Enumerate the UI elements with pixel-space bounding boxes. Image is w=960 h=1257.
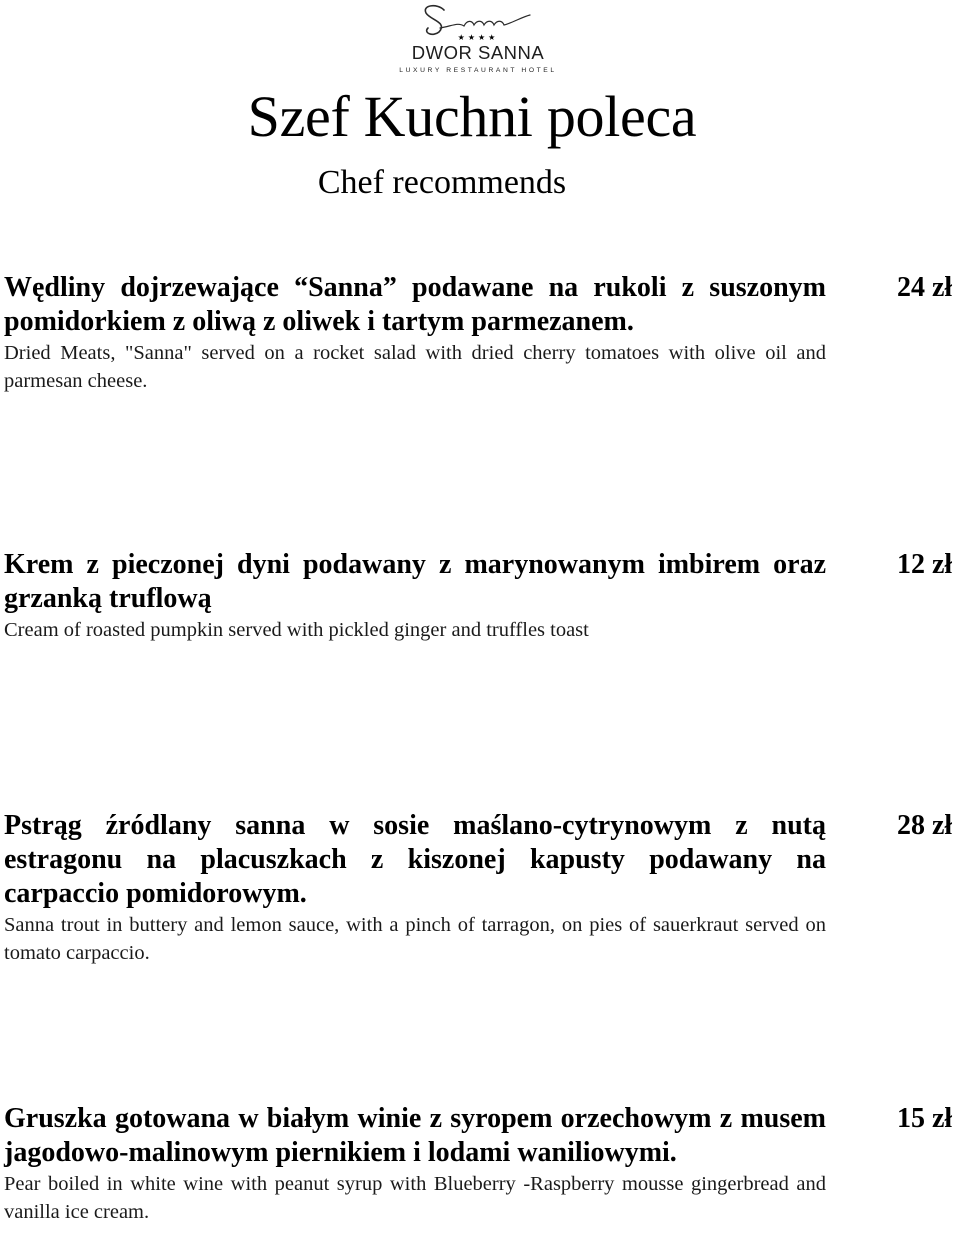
restaurant-logo: [392, 2, 564, 78]
brand-name: DWOR SANNA: [411, 42, 545, 63]
menu-item-trout: [4, 809, 826, 967]
page-subtitle: Chef recommends: [317, 164, 567, 201]
dish-name-english: Dried Meats, "Sanna" served on a rocket salad with dried cherry tomatoes with olive oil and parmesan cheese.: [4, 342, 826, 392]
dish-name-polish: Wędliny dojrzewające “Sanna” podawane na rukoli z suszonym pomidorkiem z oliwą z oliwek i tartym parmezanem.: [4, 272, 826, 337]
dish-price: 24 zł: [897, 272, 953, 303]
dish-name-polish: Krem z pieczonej dyni podawany z marynowanym imbirem oraz grzanką truflową: [4, 549, 826, 614]
page-title: Szef Kuchni poleca: [247, 84, 697, 149]
menu-item-cured-meats: [4, 271, 826, 395]
dish-price: 12 zł: [897, 549, 953, 580]
menu-item-poached-pear: [4, 1102, 826, 1226]
dish-name-english: Pear boiled in white wine with peanut syrup with Blueberry -Raspberry mousse gingerbread and vanilla ice cream.: [4, 1173, 826, 1223]
dish-name-polish: Pstrąg źródlany sanna w sosie maślano-cytrynowym z nutą estragonu na placuszkach z kiszonej kapusty podawany na carpaccio pomidorowym.: [4, 810, 826, 909]
dish-name-english: Sanna trout in buttery and lemon sauce, with a pinch of tarragon, on pies of sauerkraut served on tomato carpaccio.: [4, 914, 826, 964]
dish-name-english: Cream of roasted pumpkin served with pickled ginger and truffles toast: [4, 619, 589, 641]
dish-price: 28 zł: [897, 810, 953, 841]
brand-tagline: LUXURY RESTAURANT HOTEL: [399, 67, 557, 74]
hotel-star-rating: ★★★★: [457, 33, 499, 42]
menu-item-pumpkin-cream: [4, 548, 826, 644]
dish-name-polish: Gruszka gotowana w białym winie z syropem orzechowym z musem jagodowo-malinowym piernikiem i lodami waniliowymi.: [4, 1103, 826, 1168]
dish-price: 15 zł: [897, 1103, 953, 1134]
